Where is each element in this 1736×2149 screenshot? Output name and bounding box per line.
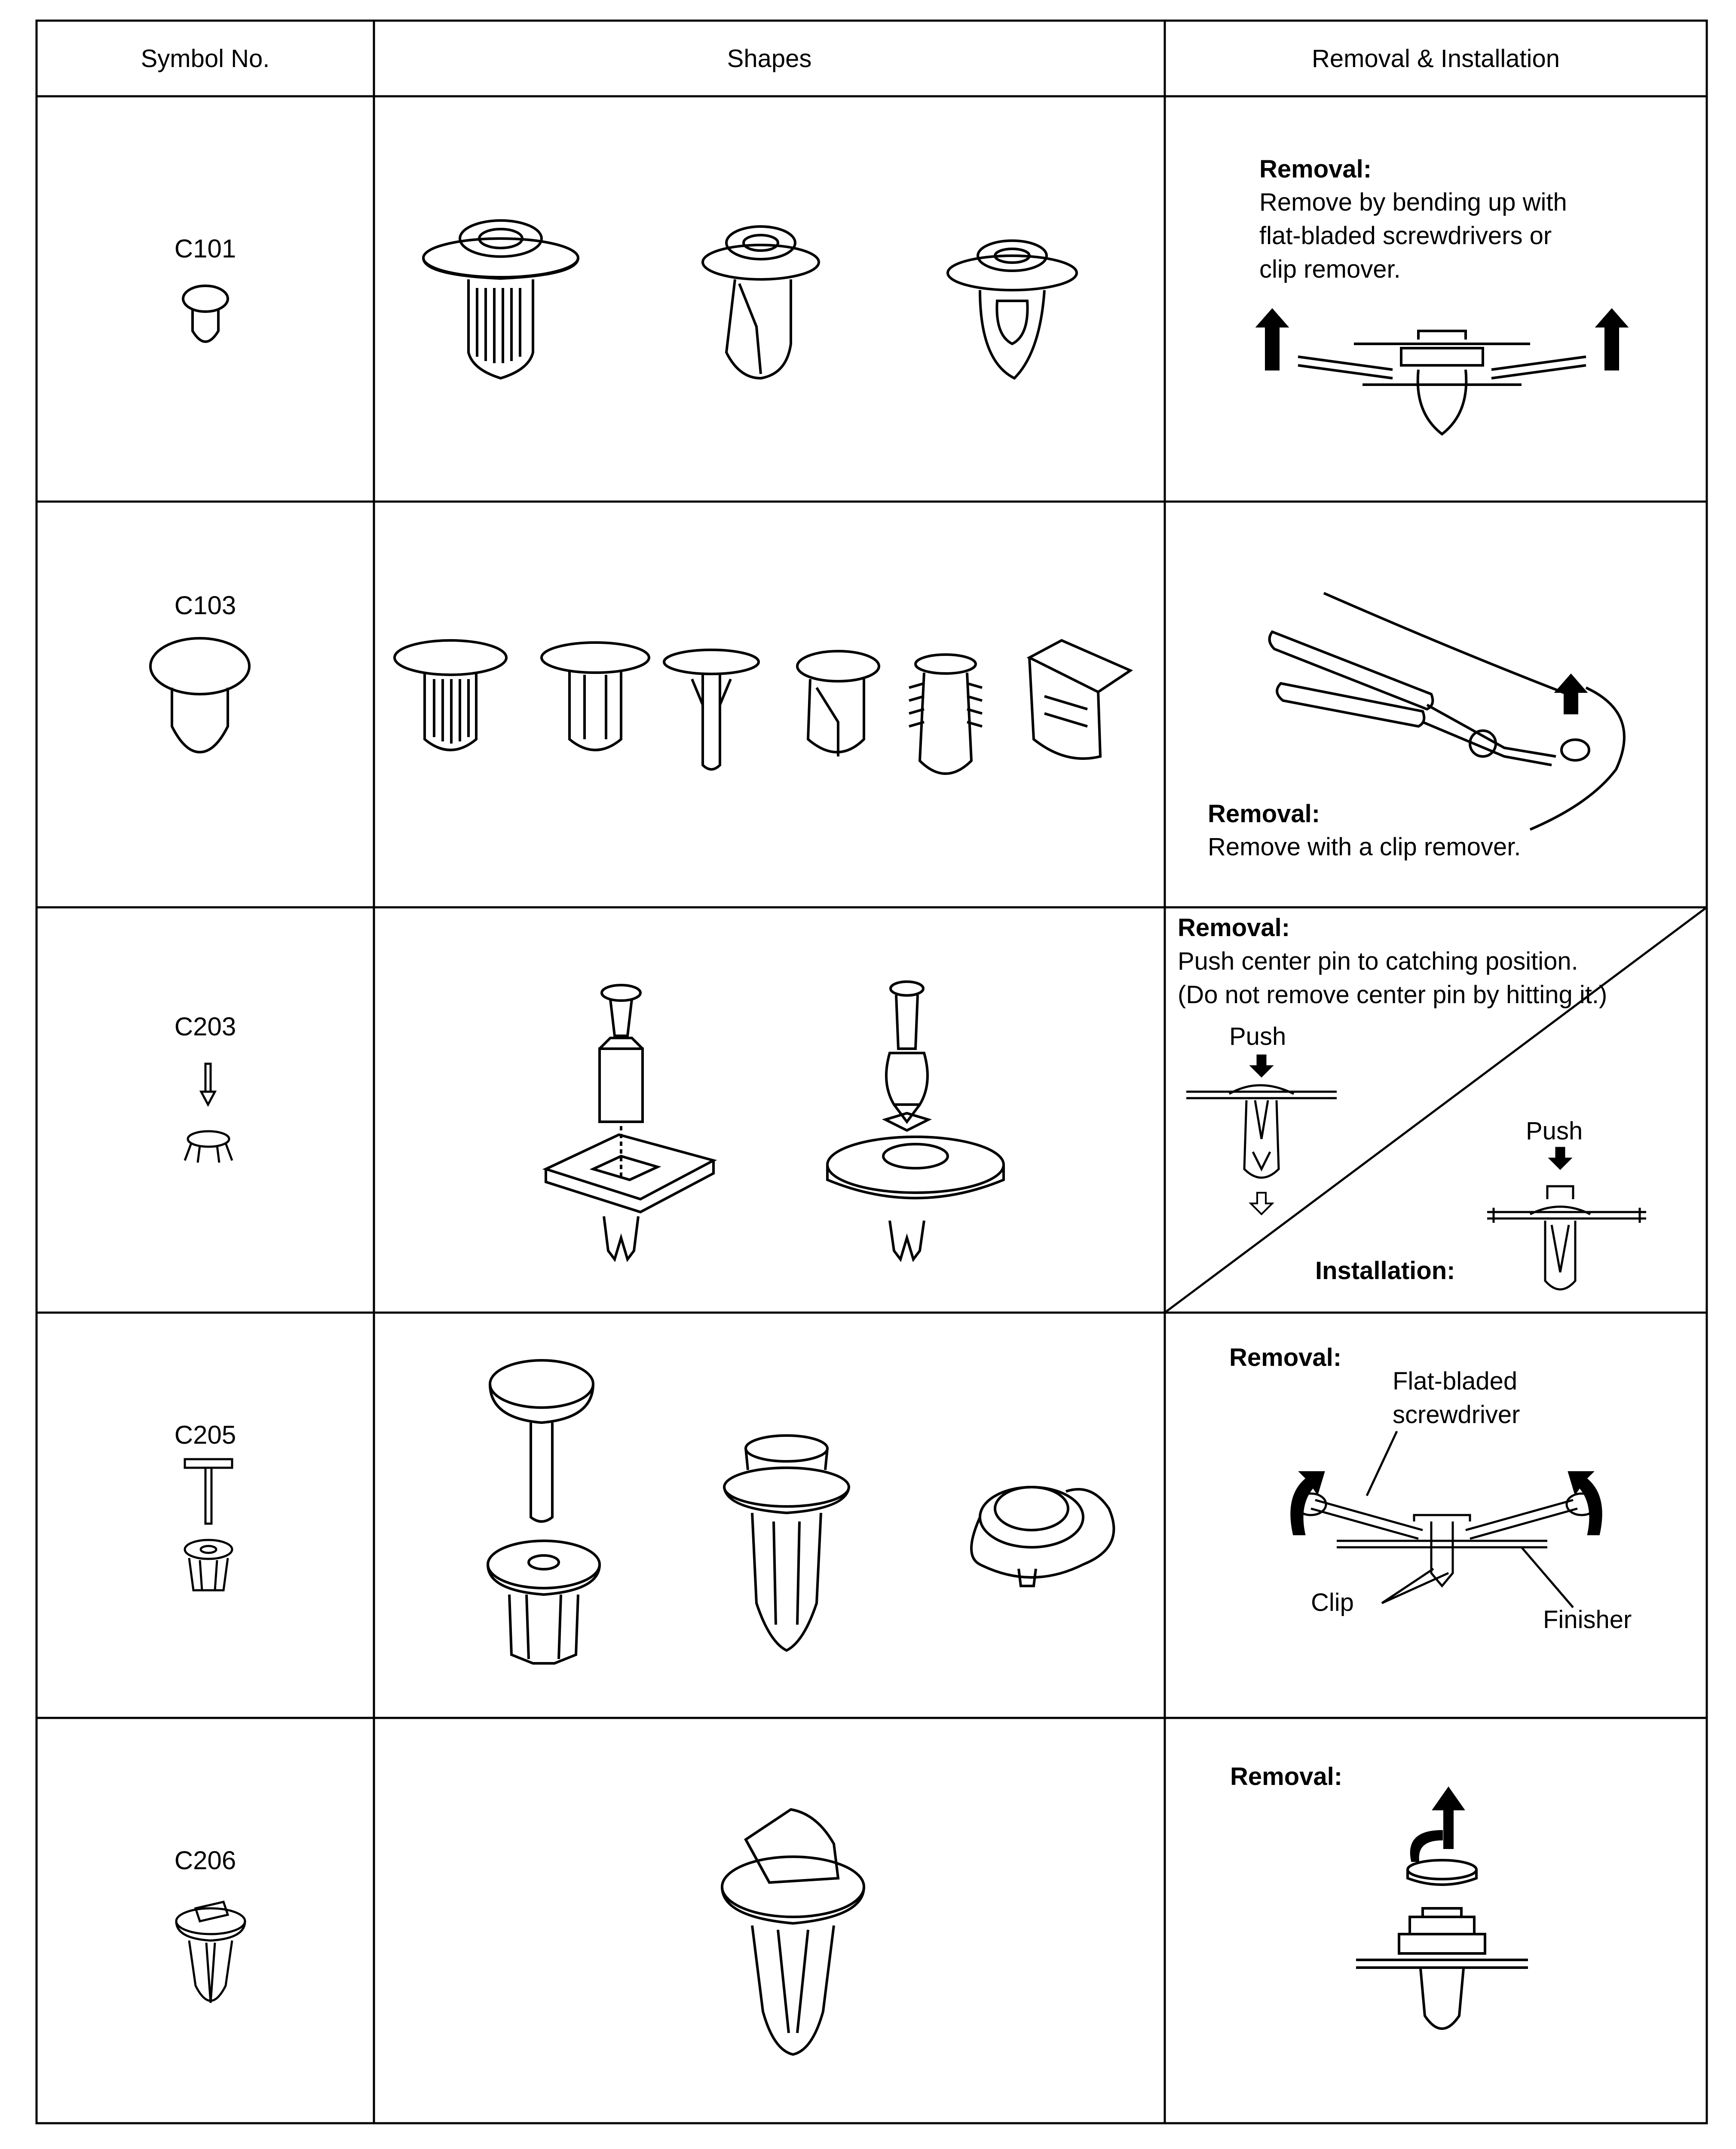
c203-push-label: Push	[1229, 1022, 1286, 1050]
c205-clip-label: Clip	[1311, 1589, 1354, 1616]
c103-removal-line-1: Remove with a clip remover.	[1208, 833, 1521, 861]
c206-removal-title: Removal:	[1230, 1763, 1343, 1791]
c203-removal-line-2: (Do not remove center pin by hitting it.)	[1178, 981, 1607, 1009]
c205-tool-label-line-2: screwdriver	[1393, 1401, 1520, 1429]
symbol-c203: C203	[174, 1012, 236, 1041]
c205-removal-title: Removal:	[1229, 1344, 1342, 1371]
c203-installation-title: Installation:	[1315, 1257, 1455, 1285]
c103-removal-title: Removal:	[1208, 800, 1320, 828]
header-symbol-no: Symbol No.	[141, 45, 270, 73]
c205-finisher-label: Finisher	[1543, 1606, 1632, 1634]
c101-removal-line-1: Remove by bending up with	[1259, 188, 1567, 216]
c203-removal-line-1: Push center pin to catching position.	[1178, 947, 1578, 975]
symbol-c205: C205	[174, 1420, 236, 1449]
c101-removal-line-3: clip remover.	[1259, 255, 1401, 283]
c205-tool-label-line-1: Flat-bladed	[1393, 1367, 1518, 1395]
c203-install-push-label: Push	[1526, 1117, 1583, 1145]
symbol-c206: C206	[174, 1846, 236, 1875]
symbol-c103: C103	[174, 591, 236, 620]
c101-removal-title: Removal:	[1259, 155, 1372, 183]
c203-removal-title: Removal:	[1178, 914, 1290, 942]
header-shapes: Shapes	[727, 45, 812, 73]
c101-removal-line-2: flat-bladed screwdrivers or	[1259, 222, 1552, 250]
header-removal-installation: Removal & Installation	[1311, 45, 1560, 73]
symbol-c101: C101	[174, 234, 236, 263]
